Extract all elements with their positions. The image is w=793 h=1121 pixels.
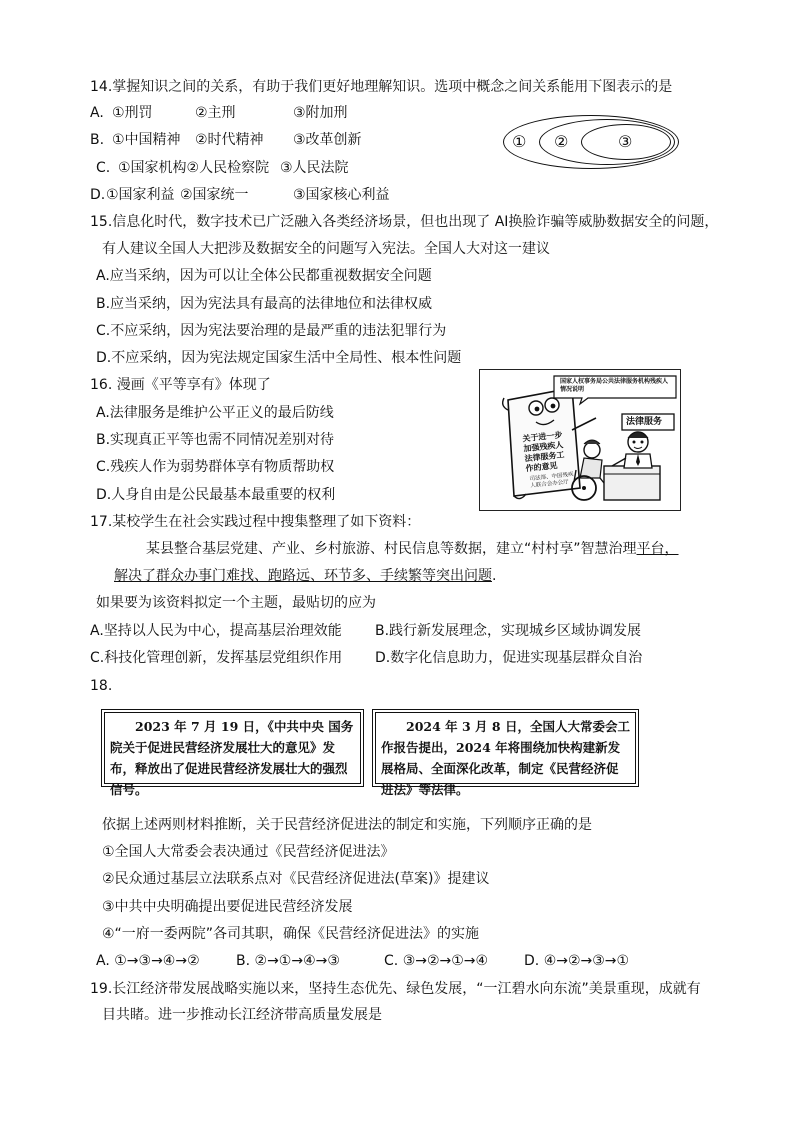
q17-option-a: A.坚持以人民为中心，提高基层治理效能 (90, 623, 342, 639)
q15-option-b: B.应当采纳，因为宪法具有最高的法律地位和法律权威 (96, 296, 433, 312)
q15-option-c: C.不应采纳，因为宪法要治理的是最严重的违法犯罪行为 (96, 323, 447, 339)
option-letter: A. (96, 953, 110, 969)
cartoon-document-text: 关于进一步加强残疾人法律服务工作的意见 (522, 430, 565, 474)
q16-option-c: C.残疾人作为弱势群体享有物质帮助权 (96, 459, 335, 475)
q18-item-4: ④“一府一委两院”各司其职，确保《民营经济促进法》的实施 (102, 926, 480, 942)
q18-option-d (524, 952, 629, 970)
q15-option-a: A.应当采纳，因为可以让全体公民都重视数据安全问题 (96, 268, 432, 284)
nested-ellipse-diagram (503, 115, 679, 169)
q18-number: 18. (90, 678, 113, 694)
q16-option-d: D.人身自由是公民最基本最重要的权利 (96, 487, 336, 503)
option-sequence: ①→③→④→② (114, 953, 200, 969)
label-2: ② (554, 132, 569, 151)
concept-2: ②国家统一 (180, 187, 249, 203)
concept-1: ①刑罚 (112, 105, 153, 121)
concept-3: ③改革创新 (293, 132, 362, 148)
q14-stem: 14.掌握知识之间的关系，有助于我们更好地理解知识。选项中概念之间关系能用下图表示的是 (90, 79, 673, 95)
q16-option-a: A.法律服务是维护公平正义的最后防线 (96, 405, 334, 421)
q14-option-b (90, 131, 362, 149)
cartoon-document-footer: 司法部、中国残疾人联合会办公厅 (529, 471, 574, 490)
concept-1-2: ①国家机构②人民检察院 (118, 160, 270, 176)
option-sequence: ④→②→③→① (543, 953, 630, 969)
concept-2: ②时代精神 (195, 132, 264, 148)
cartoon-sign-text: 法律服务 (626, 417, 663, 427)
q18-option-a (96, 952, 200, 970)
option-letter: A. (90, 105, 104, 121)
concept-1: ①国家利益 (106, 187, 175, 203)
q18-item-2: ②民众通过基层立法联系点对《民营经济促进法(草案)》提建议 (102, 871, 490, 887)
q18-option-c (384, 952, 488, 970)
q18-option-b (236, 952, 340, 970)
q17-option-d: D.数字化信息助力，促进实现基层群众自治 (375, 650, 643, 666)
material-underlined: 解决了群众办事门难找、跑路远、环节多、手续繁等突出问题 (114, 568, 492, 584)
concept-3: ③附加刑 (293, 105, 348, 121)
q15-option-d: D.不应采纳，因为宪法规定国家生活中全局性、根本性问题 (96, 350, 462, 366)
label-1: ① (512, 132, 527, 151)
label-3: ③ (618, 132, 633, 151)
q17-question: 如果要为该资料拟定一个主题，最贴切的应为 (96, 595, 376, 611)
concept-3: ③人民法院 (280, 160, 349, 176)
cartoon-top-caption: 国家人权事务局公共法律服务机构残疾人情况说明 (560, 378, 669, 393)
material-period: . (492, 568, 497, 584)
q19-stem-line2: 目共睹。进一步推动长江经济带高质量发展是 (102, 1007, 382, 1023)
q19-stem-line1: 19.长江经济带发展战略实施以来，坚持生态优先、绿色发展，“一江碧水向东流”美景重现，成就有 (90, 981, 701, 997)
q17-material-line1 (146, 540, 679, 558)
q17-material-line2 (114, 567, 496, 585)
option-sequence: ②→①→④→③ (254, 953, 340, 969)
concept-3: ③国家核心利益 (293, 187, 390, 203)
q14-option-c (96, 159, 349, 177)
q15-stem-line2: 有人建议全国人大把涉及数据安全的问题写入宪法。全国人大对这一建议 (102, 241, 550, 257)
option-letter: C. (96, 160, 111, 176)
q17-option-c: C.科技化管理创新，发挥基层党组织作用 (90, 650, 343, 666)
q17-stem: 17.某校学生在社会实践过程中搜集整理了如下资料： (90, 514, 421, 530)
option-sequence: ③→②→①→④ (402, 953, 489, 969)
q15-stem-line1: 15.信息化时代，数字技术已广泛融入各类经济场景，但也出现了 AI换脸诈骗等威胁数据安全的问题， (90, 214, 719, 230)
q18-question: 依据上述两则材料推断，关于民营经济促进法的制定和实施，下列顺序正确的是 (102, 817, 592, 833)
q14-option-d (90, 186, 390, 204)
option-letter: B. (236, 953, 251, 969)
material-underlined: 平台， (636, 541, 679, 557)
concept-2: ②主刑 (195, 105, 236, 121)
material-box-2: 2024 年 3 月 8 日，全国人大常委会工作报告提出，2024 年将围绕加快构建新发展格局、全面深化改革，制定《民营经济促进法》等法律。 (372, 709, 639, 787)
q14-option-a (90, 104, 348, 122)
q17-option-b: B.践行新发展理念，实现城乡区域协调发展 (375, 623, 642, 639)
option-letter: C. (384, 953, 399, 969)
q16-stem: 16. 漫画《平等享有》体现了 (90, 377, 271, 393)
q18-item-1: ①全国人大常委会表决通过《民营经济促进法》 (102, 844, 395, 860)
cartoon-equal-access (479, 369, 681, 511)
material-box-1: 2023 年 7 月 19 日，《中共中央 国务院关于促进民营经济发展壮大的意见》发布，释放出了促进民营经济发展壮大的强烈信号。 (101, 709, 364, 787)
q16-option-b: B.实现真正平等也需不同情况差别对待 (96, 432, 335, 448)
q18-item-3: ③中共中央明确提出要促进民营经济发展 (102, 899, 353, 915)
option-letter: B. (90, 132, 105, 148)
concept-1: ①中国精神 (112, 132, 181, 148)
option-letter: D. (90, 187, 106, 203)
option-letter: D. (524, 953, 540, 969)
material-text: 某县整合基层党建、产业、乡村旅游、村民信息等数据，建立“村村享”智慧治理 (146, 541, 637, 557)
